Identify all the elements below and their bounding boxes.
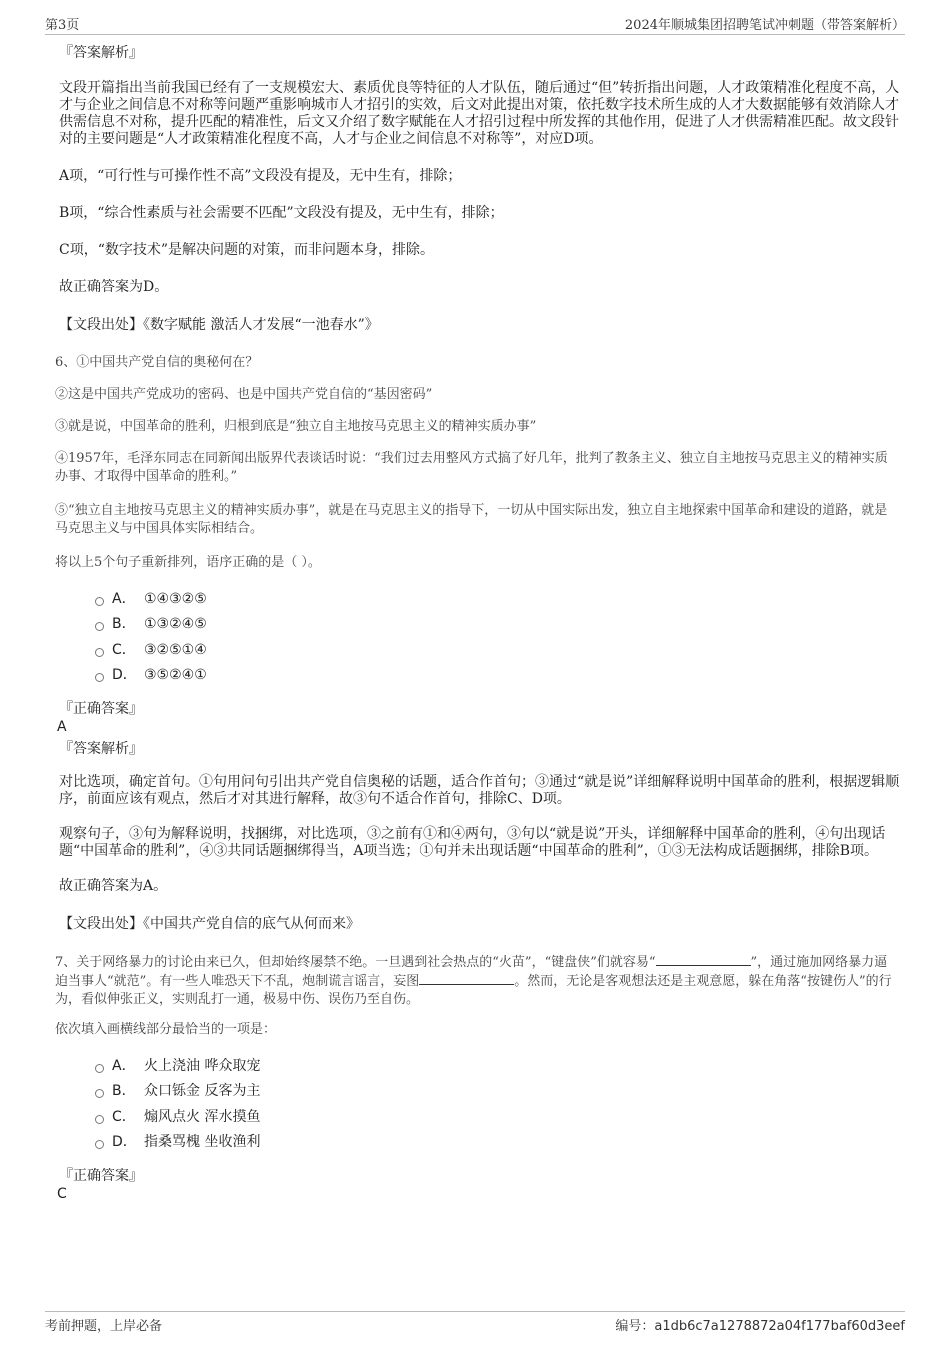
fill-blank-1[interactable] [656,953,751,966]
q7-option-c[interactable]: C． 煽风点火 浑水摸鱼 [95,1104,900,1130]
q6-stem-3: ③就是说，中国革命的胜利，归根到底是“独立自主地按马克思主义的精神实质办事” [55,419,537,434]
q6-answer: A [57,719,67,735]
radio-icon[interactable] [95,1089,104,1098]
q5-analysis-label: 『答案解析』 [59,45,143,61]
q6-option-d[interactable]: D． ③⑤②④① [95,663,900,689]
q5-analysis: 文段开篇指出当前我国已经有了一支规模宏大、素质优良等特征的人才队伍，随后通过“但”转折指出问题，人才政策精准化程度不高，人才与企业之间信息不对称等问题严重影响城市人才招引的实效，后文对此提出对策，依托数字技术所生成的人才大数据能够有效消除人才供需信息不对称，提升匹配的精准性，后文又介绍了数字赋能在人才招引过程中所发挥的其他作用，促进了人才供需精准匹配。故文段针对的主要问题是“人才政策精准化程度不高，人才与企业之间信息不对称等”，对应D项。 [59,80,900,147]
radio-icon[interactable] [95,1140,104,1149]
footer-slogan: 考前押题，上岸必备 [45,1319,163,1334]
q6-answer-label: 『正确答案』 [59,701,143,717]
radio-icon[interactable] [95,673,104,682]
q6-option-c[interactable]: C． ③②⑤①④ [95,637,900,663]
radio-icon[interactable] [95,1115,104,1124]
page-number: 第3页 [45,18,80,33]
q5-note-b: B项，“综合性素质与社会需要不匹配”文段没有提及，无中生有，排除； [59,205,504,221]
q7-answer: C [57,1186,67,1202]
q7-stem: 7、关于网络暴力的讨论由来已久，但却始终屡禁不绝。一旦遇到社会热点的“火苗”，“键盘侠”们就容易“ ”，通过施加网络暴力逼迫当事人“就范”。有一些人唯恐天下不乱，炮制谎言谣言，妄图 。然而，无论是客观想法还是主观意愿，躲在角落“按键伤人”的行为，看似伸张正义，实则乱打一通，极易中伤、误伤乃至自伤。 [55,955,892,1007]
page-header [45,12,905,35]
document-body [55,44,900,1207]
q5-conclusion: 故正确答案为D。 [59,279,169,295]
fill-blank-2[interactable] [419,972,514,985]
q5-source: 【文段出处】《数字赋能 激活人才发展“一池春水”》 [59,317,379,333]
document-title: 2024年顺城集团招聘笔试冲刺题（带答案解析） [624,18,905,33]
radio-icon[interactable] [95,597,104,606]
q7-option-a[interactable]: A． 火上浇油 哗众取宠 [95,1053,900,1079]
q6-analysis-2: 观察句子，③句为解释说明，找捆绑，对比选项，③之前有①和④两句，③句以“就是说”开头，详细解释中国革命的胜利，④句出现话题“中国革命的胜利”，④③共同话题捆绑得当，A项当选；①句并未出现话题“中国革命的胜利”，①③无法构成话题捆绑，排除B项。 [59,826,886,859]
radio-icon[interactable] [95,622,104,631]
q6-option-b[interactable]: B． ①③②④⑤ [95,612,900,638]
q6-option-a[interactable]: A． ①④③②⑤ [95,586,900,612]
q6-analysis-1: 对比选项，确定首句。①句用问句引出共产党自信奥秘的话题，适合作首句；③通过“就是说”详细解释说明中国革命的胜利，根据逻辑顺序，前面应该有观点，然后才对其进行解释，故③句不适合作首句，排除C、D项。 [59,774,900,807]
q7-options [95,1053,900,1155]
q7-answer-label: 『正确答案』 [59,1168,143,1184]
q6-options [95,586,900,688]
q6-analysis-label: 『答案解析』 [59,741,143,757]
radio-icon[interactable] [95,1064,104,1073]
page-footer [45,1311,905,1336]
q6-conclusion: 故正确答案为A。 [59,878,168,894]
q7-option-d[interactable]: D． 指桑骂槐 坐收渔利 [95,1130,900,1156]
q6-prompt: 将以上5个句子重新排列，语序正确的是（ ）。 [55,555,321,570]
q7-prompt: 依次填入画横线部分最恰当的一项是： [55,1022,277,1037]
q5-note-a: A项，“可行性与可操作性不高”文段没有提及，无中生有，排除； [59,168,462,184]
q6-stem-2: ②这是中国共产党成功的密码、也是中国共产党自信的“基因密码” [55,387,433,402]
q6-stem-1: 6、①中国共产党自信的奥秘何在？ [55,355,259,370]
radio-icon[interactable] [95,648,104,657]
q6-source: 【文段出处】《中国共产党自信的底气从何而来》 [59,916,360,932]
q6-stem-5: ⑤“独立自主地按马克思主义的精神实质办事”，就是在马克思主义的指导下，一切从中国实际出发，独立自主地探索中国革命和建设的道路，就是马克思主义与中国具体实际相结合。 [55,503,888,536]
q5-note-c: C项，“数字技术”是解决问题的对策，而非问题本身，排除。 [59,242,435,258]
q6-stem-4: ④1957年，毛泽东同志在同新闻出版界代表谈话时说：“我们过去用整风方式搞了好几年，批判了教条主义、独立自主地按马克思主义的精神实质办事、才取得中国革命的胜利。” [55,451,888,484]
q7-option-b[interactable]: B． 众口铄金 反客为主 [95,1079,900,1105]
document-code: 编号：a1db6c7a1278872a04f177baf60d3eef [615,1319,905,1334]
